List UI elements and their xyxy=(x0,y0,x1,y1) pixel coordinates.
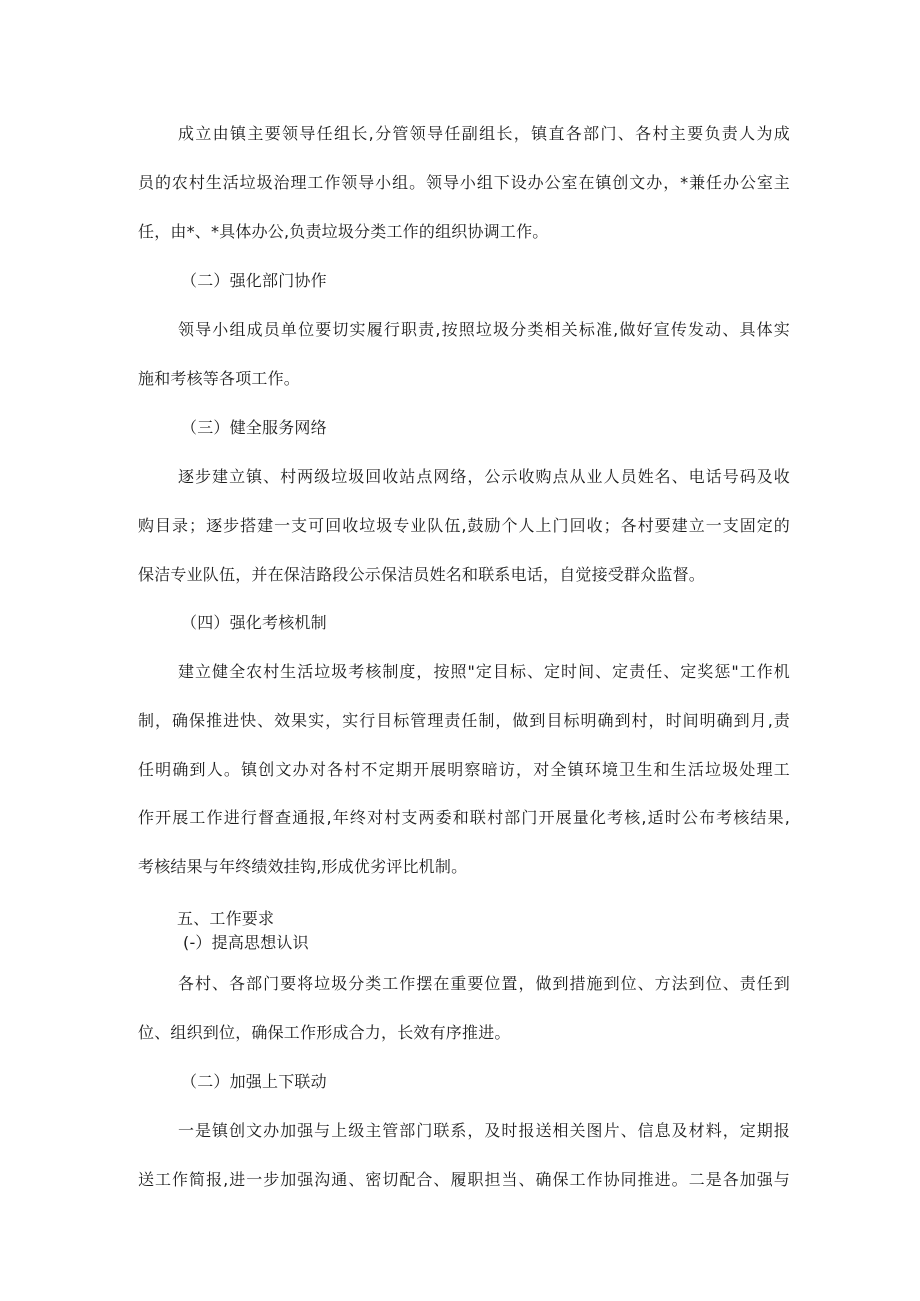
paragraph-line: 逐步建立镇、村两级垃圾回收站点网络，公示收购点从业人员姓名、电话号码及收 xyxy=(178,467,790,486)
paragraph-line: 成立由镇主要领导任组长,分管领导任副组长，镇直各部门、各村主要负责人为成 xyxy=(178,124,790,143)
section-heading: （二）强化部门协作 xyxy=(181,271,327,290)
paragraph-line: 送工作简报,进一步加强沟通、密切配合、履职担当、确保工作协同推进。二是各加强与 xyxy=(138,1170,790,1189)
paragraph-line: 一是镇创文办加强与上级主管部门联系，及时报送相关图片、信息及材料，定期报 xyxy=(178,1121,790,1140)
paragraph-line: 考核结果与年终绩效挂钩,形成优劣评比机制。 xyxy=(138,857,468,876)
section-heading: （二）加强上下联动 xyxy=(181,1072,327,1091)
paragraph-line: 任，由*、*具体办公,负责垃圾分类工作的组织协调工作。 xyxy=(138,222,549,241)
section-heading: （三）健全服务网络 xyxy=(181,418,327,437)
paragraph-line: 购目录；逐步搭建一支可回收垃圾专业队伍,鼓励个人上门回收；各村要建立一支固定的 xyxy=(138,516,790,535)
paragraph-line: 保洁专业队伍，并在保洁路段公示保洁员姓名和联系电话，自觉接受群众监督。 xyxy=(138,565,706,584)
paragraph-line: 位、组织到位，确保工作形成合力，长效有序推进。 xyxy=(138,1023,511,1042)
chapter-heading: 五、工作要求 xyxy=(177,909,275,928)
section-heading: (-）提高思想认识 xyxy=(183,933,309,952)
paragraph-line: 制，确保推进快、效果实，实行目标管理责任制，做到目标明确到村，时间明确到月,责 xyxy=(138,711,790,730)
paragraph-line: 任明确到人。镇创文办对各村不定期开展明察暗访，对全镇环境卫生和生活垃圾处理工 xyxy=(138,760,790,779)
section-heading: （四）强化考核机制 xyxy=(181,613,327,632)
paragraph-line: 施和考核等各项工作。 xyxy=(138,369,301,388)
paragraph-line: 领导小组成员单位要切实履行职责,按照垃圾分类相关标准,做好宣传发动、具体实 xyxy=(178,320,790,339)
paragraph-line: 作开展工作进行督查通报,年终对村支两委和联村部门开展量化考核,适时公布考核结果, xyxy=(138,808,790,827)
paragraph-line: 各村、各部门要将垃圾分类工作摆在重要位置，做到措施到位、方法到位、责任到 xyxy=(178,974,790,993)
paragraph-line: 员的农村生活垃圾治理工作领导小组。领导小组下设办公室在镇创文办，*兼任办公室主 xyxy=(138,173,790,192)
paragraph-line: 建立健全农村生活垃圾考核制度，按照"定目标、定时间、定责任、定奖惩"工作机 xyxy=(178,662,790,681)
